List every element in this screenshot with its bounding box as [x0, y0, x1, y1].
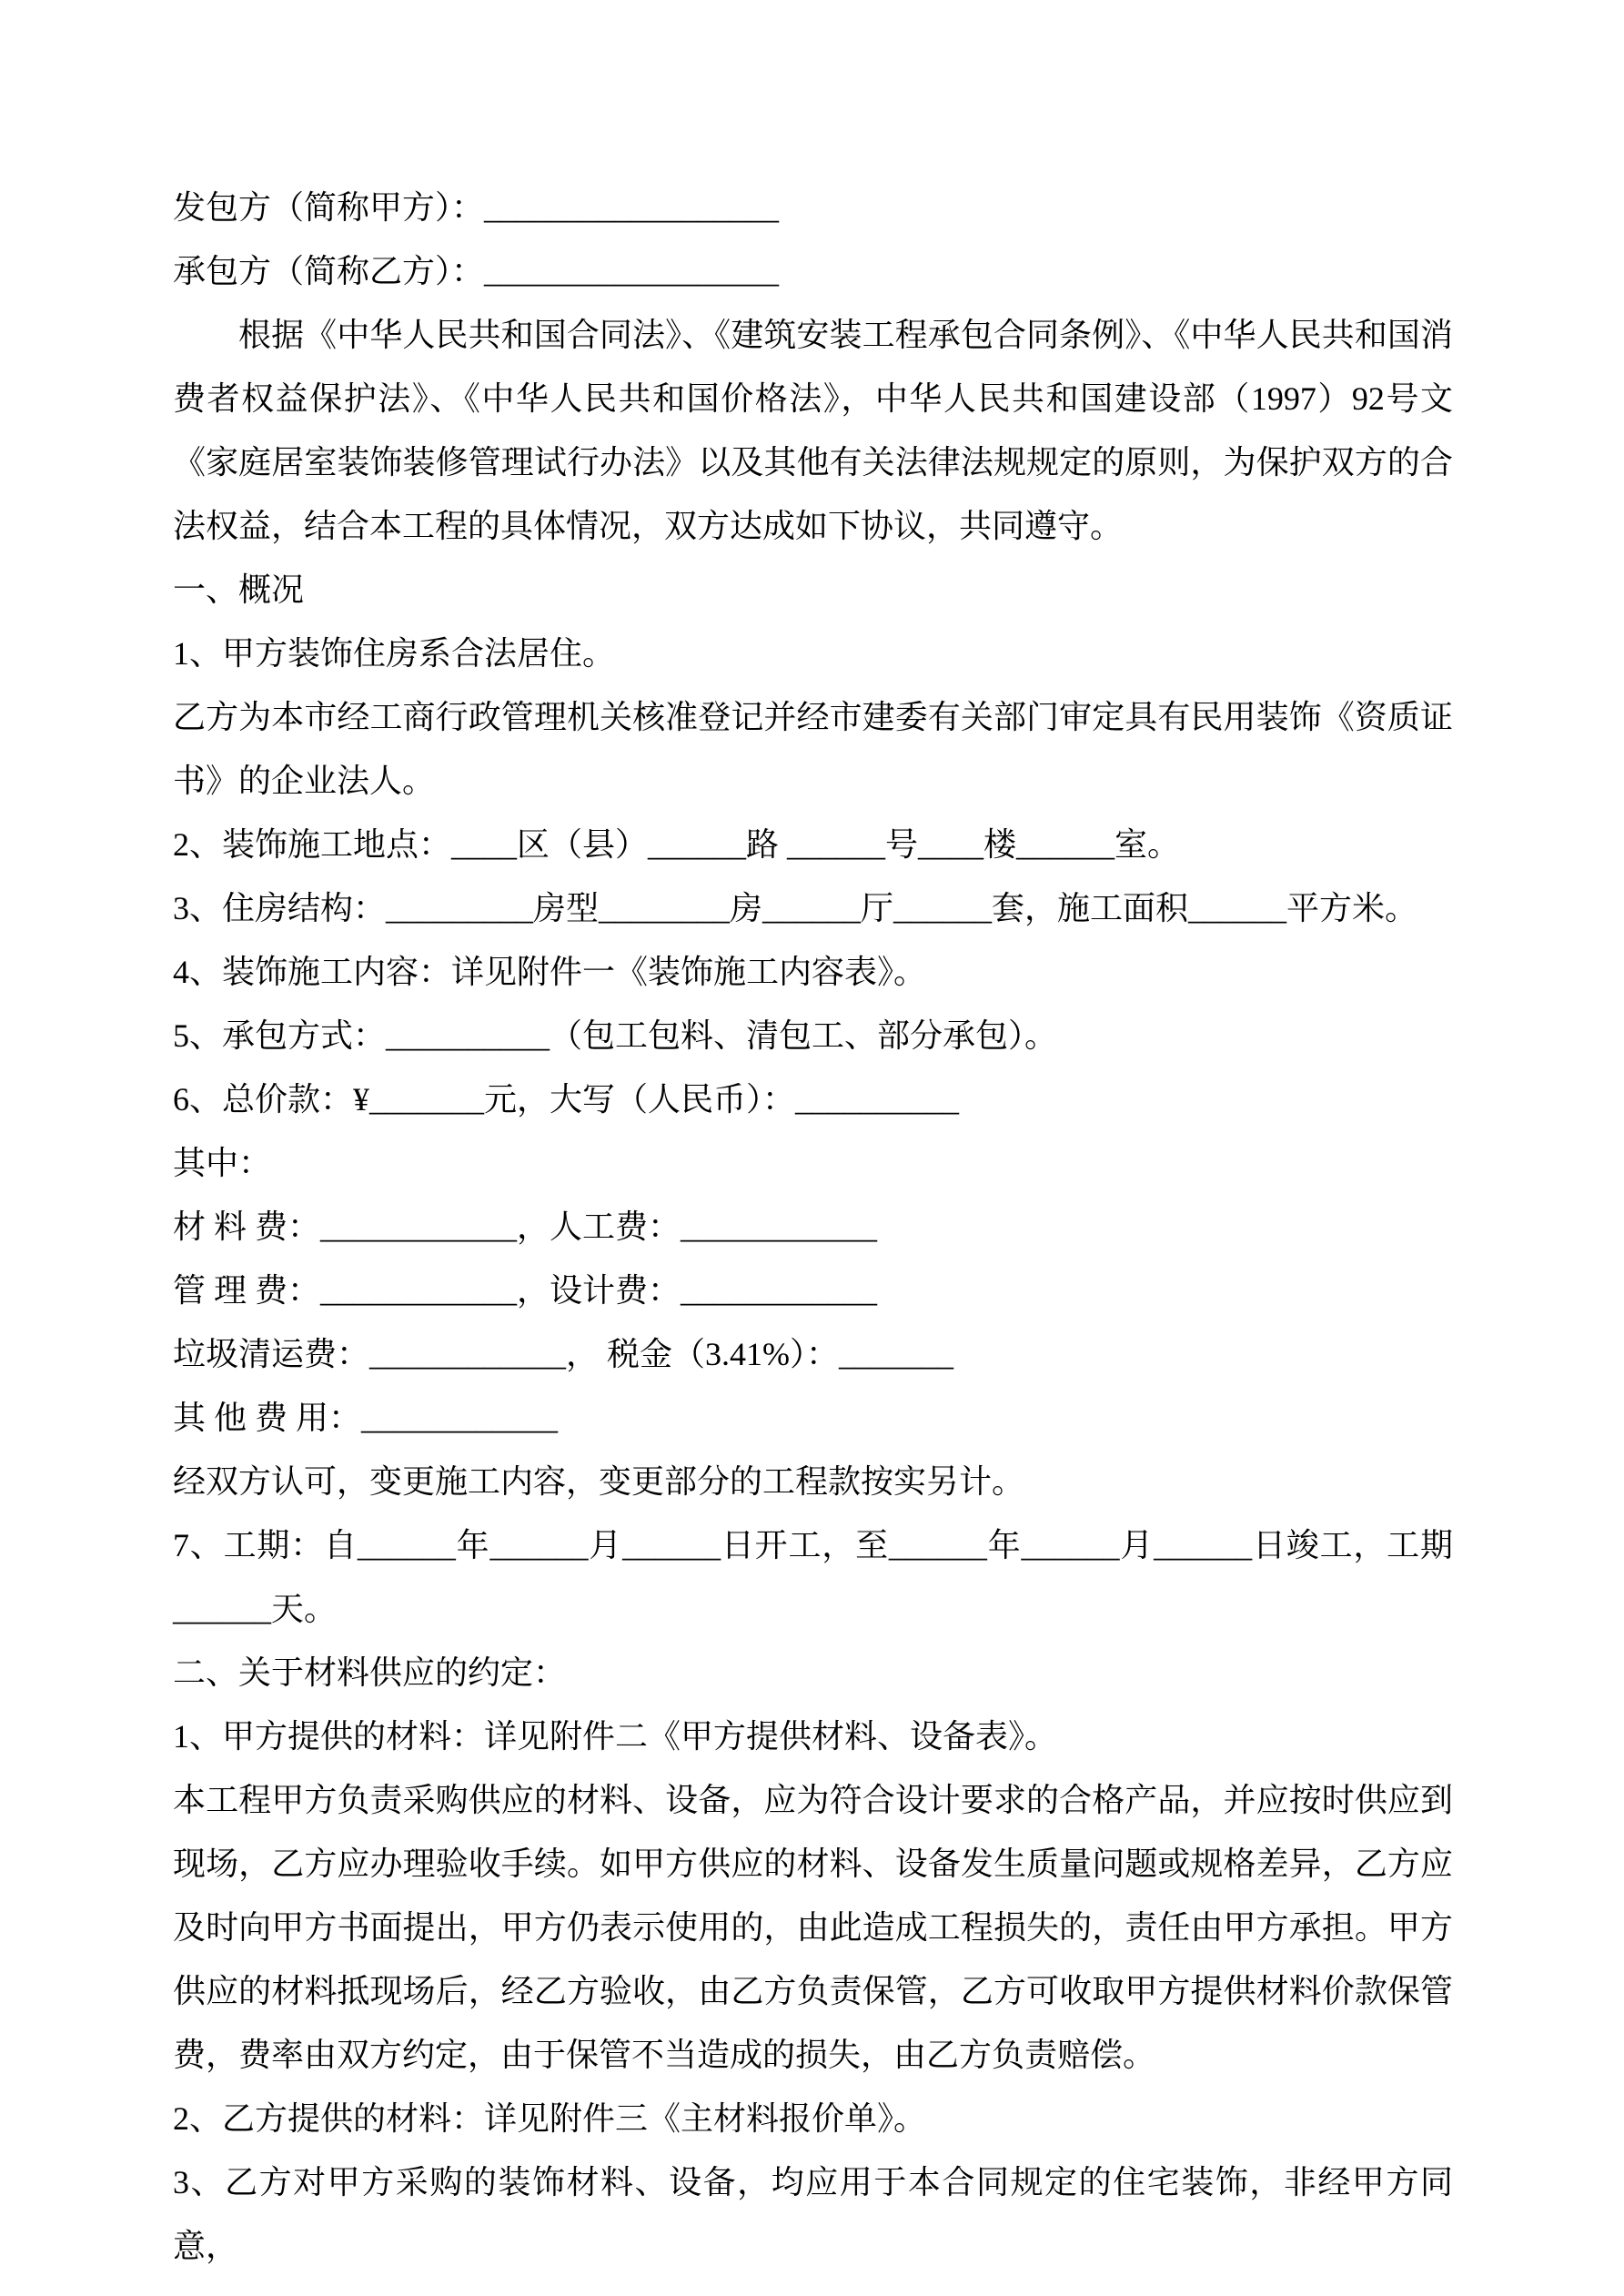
preamble-paragraph: 根据《中华人民共和国合同法》、《建筑安装工程承包合同条例》、《中华人民共和国消费者权益保护法》、《中华人民共和国价格法》，中华人民共和国建设部（1997）92号文《家庭居室装饰装修管理试行办法》以及其他有关法律法规规定的原则，为保护双方的合法权益，结合本工程的具体情况，双方达成如下协议，共同遵守。: [173, 317, 1453, 544]
item-1-6-total-price: 6、总价款：¥_______元，大写（人民币）：__________: [173, 1081, 960, 1118]
management-design-fee-line: 管 理 费：____________，设计费：____________: [173, 1272, 878, 1309]
party-b-qualification: 乙方为本市经工商行政管理机关核准登记并经市建委有关部门审定具有民用装饰《资质证书》的企业法人。: [173, 699, 1453, 799]
item-1-3-structure: 3、住房结构：_________房型________房______厅______套，施工面积______平方米。: [173, 890, 1418, 926]
item-2-2-party-b-materials: 2、乙方提供的材料：详见附件三《主材料报价单》。: [173, 2100, 927, 2137]
change-clause: 经双方认可，变更施工内容，变更部分的工程款按实另计。: [173, 1463, 1025, 1500]
item-2-1-detail: 本工程甲方负责采购供应的材料、设备，应为符合设计要求的合格产品，并应按时供应到现场，乙方应办理验收手续。如甲方供应的材料、设备发生质量问题或规格差异，乙方应及时向甲方书面提出，甲方仍表示使用的，由此造成工程损失的，责任由甲方承担。甲方供应的材料抵现场后，经乙方验收，由乙方负责保管，乙方可收取甲方提供材料价款保管费，费率由双方约定，由于保管不当造成的损失，由乙方负责赔偿。: [173, 1782, 1453, 2073]
section-2-heading: 二、关于材料供应的约定：: [173, 1654, 567, 1691]
item-1-4-content: 4、装饰施工内容：详见附件一《装饰施工内容表》。: [173, 954, 927, 990]
item-1-5-contract-mode: 5、承包方式：__________（包工包料、清包工、部分承包）。: [173, 1017, 1058, 1054]
party-b-line: 承包方（简称乙方）：__________________: [173, 253, 780, 289]
party-a-line: 发包方（简称甲方）：__________________: [173, 189, 780, 226]
other-fee-line: 其 他 费 用：____________: [173, 1400, 559, 1436]
garbage-tax-fee-line: 垃圾清运费：____________， 税金（3.41%）：_______: [173, 1336, 953, 1372]
item-1-2-location: 2、装饰施工地点：____区（县）______路 ______号____楼______室。: [173, 826, 1181, 863]
item-1-7-duration: 7、工期：自______年______月______日开工，至______年______月______日竣工，工期______天。: [173, 1527, 1453, 1627]
section-1-heading: 一、概况: [173, 571, 305, 608]
item-2-1-party-a-materials: 1、甲方提供的材料：详见附件二《甲方提供材料、设备表》。: [173, 1718, 1058, 1755]
item-2-3-usage-restriction: 3、乙方对甲方采购的装饰材料、设备，均应用于本合同规定的住宅装饰，非经甲方同意，: [173, 2164, 1453, 2264]
material-labor-fee-line: 材 料 费：____________，人工费：____________: [173, 1209, 878, 1245]
price-breakdown-label: 其中：: [173, 1145, 272, 1181]
item-1-1-legal-residence: 1、甲方装饰住房系合法居住。: [173, 635, 616, 672]
